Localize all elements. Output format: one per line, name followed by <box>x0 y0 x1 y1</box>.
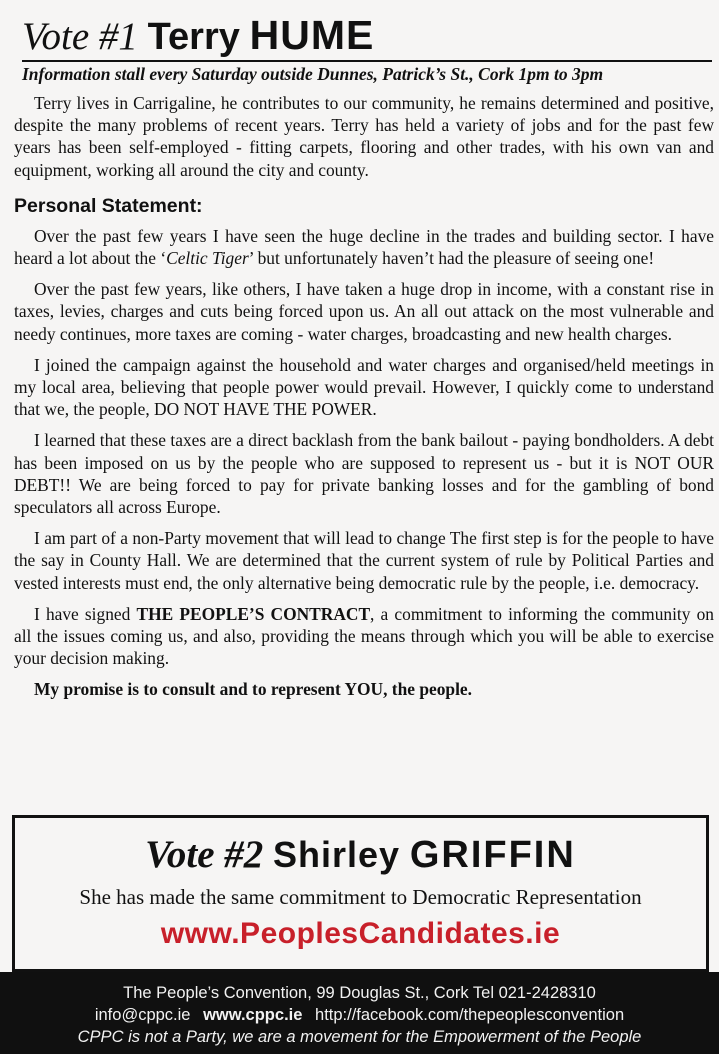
candidate2-commitment: She has made the same commitment to Democratic Representation <box>79 885 642 909</box>
footer-website-link[interactable]: www.cppc.ie <box>203 1006 303 1024</box>
p6-text-after: , a commitment to informing the community on all the issues coming us, and also, providing the means through which you will be able to exercise your decision making. <box>14 603 714 669</box>
celtic-tiger-phrase: Celtic Tiger <box>166 248 249 269</box>
peoples-candidates-link[interactable]: www.PeoplesCandidates.ie <box>160 917 561 950</box>
candidate2-box <box>12 815 709 972</box>
leaflet-body <box>14 92 714 701</box>
candidate2-title <box>15 832 706 878</box>
p1-text-after: ’ but unfortunately haven’t had the pleasure of seeing one! <box>248 248 655 269</box>
p1-text-before: Over the past few years I have seen the huge decline in the trades and building sector. I have heard a lot about the ‘ <box>14 225 714 269</box>
candidate2-surname: GRIFFIN <box>409 834 576 876</box>
p6-text-before: I have signed <box>34 603 137 624</box>
footer-bar <box>0 972 719 1054</box>
footer-facebook-link[interactable]: http://facebook.com/thepeoplesconvention <box>315 1006 625 1024</box>
peoples-contract-phrase: THE PEOPLE’S CONTRACT <box>136 603 371 624</box>
statement-paragraph-1 <box>14 225 714 269</box>
promise-statement: My promise is to consult and to represent YOU, the people. <box>34 679 472 700</box>
vote1-label: Vote #1 <box>22 15 138 58</box>
statement-paragraph-2: Over the past few years, like others, I have taken a huge drop in income, with a constant rise in taxes, levies, charges and cuts being forced upon us. An all out attack on the most vulnerable and needy continues, more taxes are coming - water charges, broadcasting and new health charges. <box>14 279 714 344</box>
candidate1-title <box>22 12 712 60</box>
footer-tagline: CPPC is not a Party, we are a movement for the Empowerment of the People <box>77 1028 642 1046</box>
statement-paragraph-5: I am part of a non-Party movement that will lead to change The first step is for the people to have the say in County Hall. We are determined that the current system of rule by Political Parties and vested interests must end, the only alternative being democratic rule by the people, i.e. democracy. <box>14 528 714 593</box>
statement-paragraph-6 <box>14 603 714 670</box>
candidate-bio: Terry lives in Carrigaline, he contributes to our community, he remains determined and positive, despite the many problems of recent years. Terry has held a variety of jobs and for the past few years has been self-employed - fitting carpets, flooring and other trades, with his own van and equipment, working all around the city and county. <box>14 93 714 180</box>
candidate1-first-name: Terry <box>147 16 240 58</box>
vote2-label: Vote #2 <box>145 833 264 876</box>
leaflet-header <box>22 12 712 85</box>
statement-paragraph-4: I learned that these taxes are a direct backlash from the bank bailout - paying bondholders. A debt has been imposed on us by the people who are supposed to represent us - but it is NOT OUR DEBT!! We are being forced to pay for private banking losses and for the gambling of bond speculators all across Europe. <box>14 430 714 518</box>
info-stall-subtitle: Information stall every Saturday outside Dunnes, Patrick’s St., Cork 1pm to 3pm <box>22 60 712 85</box>
footer-contacts <box>0 1004 719 1026</box>
candidate1-surname: HUME <box>249 12 375 58</box>
candidate2-first-name: Shirley <box>273 834 401 875</box>
statement-paragraph-3: I joined the campaign against the household and water charges and organised/held meetings in my local area, believing that people power would prevail. However, I quickly come to understand that we, the people, DO NOT HAVE THE POWER. <box>14 354 714 420</box>
personal-statement-heading: Personal Statement: <box>14 194 203 217</box>
footer-address: The People’s Convention, 99 Douglas St., Cork Tel 021-2428310 <box>123 984 596 1002</box>
footer-email-link[interactable]: info@cppc.ie <box>94 1006 191 1024</box>
